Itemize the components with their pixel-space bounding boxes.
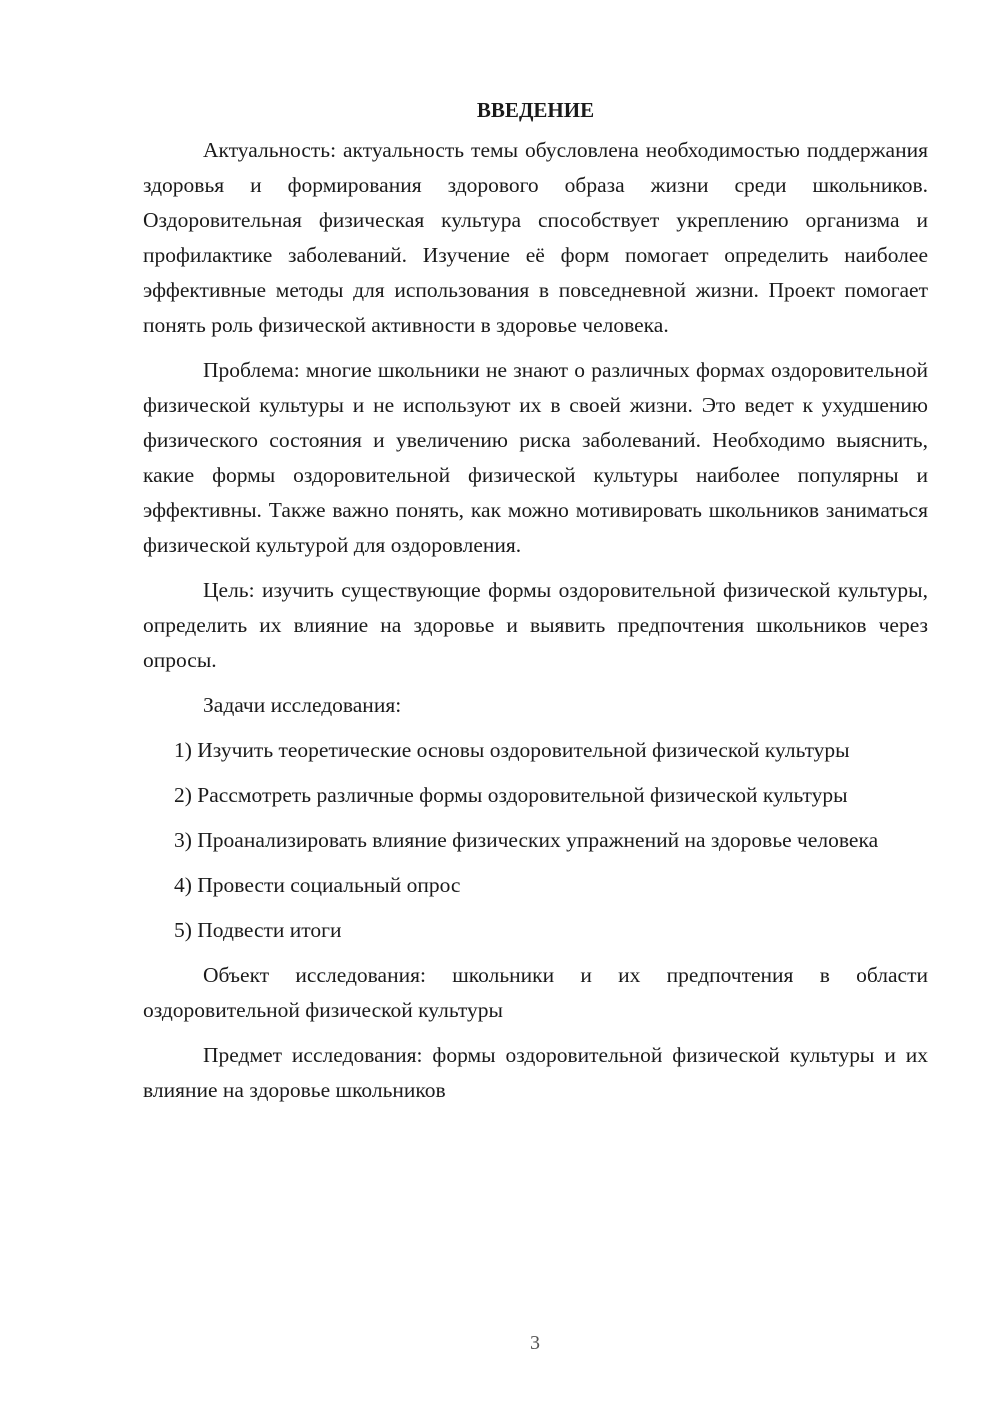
task-item-4: 4) Провести социальный опрос: [174, 873, 461, 897]
subject-paragraph: Предмет исследования: формы оздоровительной физической культуры и их влияние на здоровье школьников: [143, 1043, 928, 1102]
problem-paragraph: Проблема: многие школьники не знают о различных формах оздоровительной физической культуры и не используют их в своей жизни. Это ведет к ухудшению физического состояния и увеличению риска заболеваний. Необходимо выяснить, какие формы оздоровительной физической культуры наиболее популярны и эффективны. Также важно понять, как можно мотивировать школьников заниматься физической культурой для оздоровления.: [143, 358, 928, 557]
goal-paragraph: Цель: изучить существующие формы оздоровительной физической культуры, определить их влияние на здоровье и выявить предпочтения школьников через опросы.: [143, 578, 928, 672]
page-number: 3: [530, 1332, 540, 1354]
tasks-heading: Задачи исследования:: [203, 693, 402, 717]
task-item-2: 2) Рассмотреть различные формы оздоровительной физической культуры: [174, 783, 848, 807]
task-item-3: 3) Проанализировать влияние физических упражнений на здоровье человека: [174, 828, 879, 852]
task-item-5: 5) Подвести итоги: [174, 918, 342, 942]
object-paragraph: Объект исследования: школьники и их предпочтения в области оздоровительной физической культуры: [143, 963, 928, 1022]
relevance-paragraph: Актуальность: актуальность темы обусловлена необходимостью поддержания здоровья и формирования здорового образа жизни среди школьников. Оздоровительная физическая культура способствует укреплению организма и профилактике заболеваний. Изучение её форм помогает определить наиболее эффективные методы для использования в повседневной жизни. Проект помогает понять роль физической активности в здоровье человека.: [143, 138, 928, 337]
document-page: [143, 95, 928, 1118]
document-title: ВВЕДЕНИЕ: [476, 98, 595, 122]
tasks-list: [143, 733, 928, 948]
task-item-1: 1) Изучить теоретические основы оздоровительной физической культуры: [174, 738, 850, 762]
